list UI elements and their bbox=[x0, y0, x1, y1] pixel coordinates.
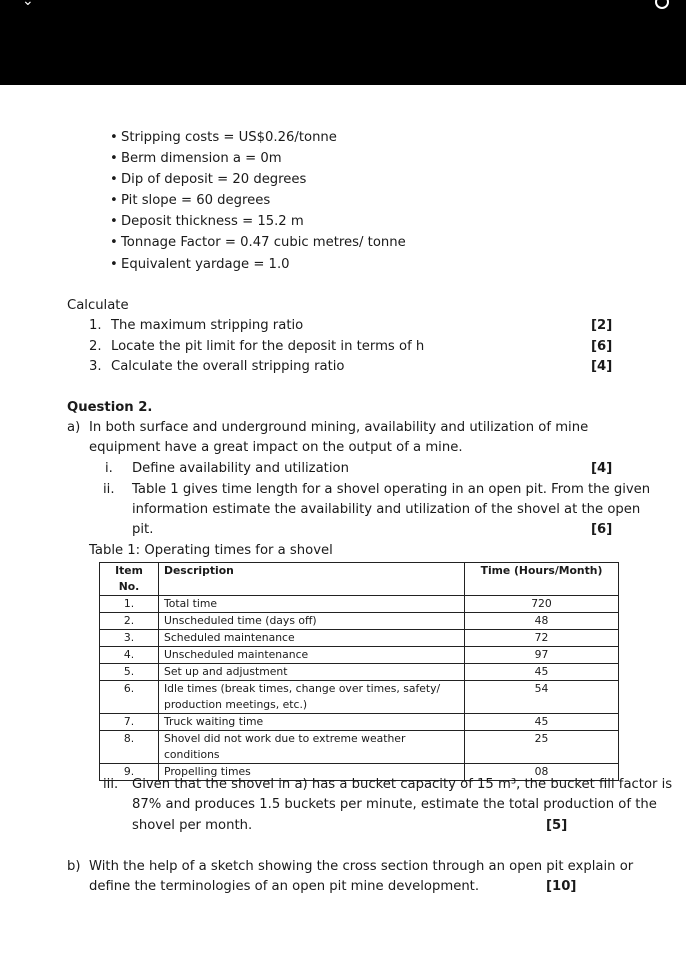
row-time: 45 bbox=[465, 664, 619, 681]
header-item-no: Item No. bbox=[100, 563, 159, 596]
header-description: Description bbox=[159, 563, 465, 596]
top-black-bar bbox=[0, 0, 686, 85]
part-iii-line-1: Given that the shovel in a) has a bucket capacity of 15 m³, the bucket fill factor is bbox=[132, 777, 673, 792]
row-description: Propelling times bbox=[159, 764, 465, 781]
row-item-no: 3. bbox=[100, 630, 159, 647]
table-row bbox=[100, 596, 619, 613]
row-item-no: 9. bbox=[100, 764, 159, 781]
row-description: Total time bbox=[159, 596, 465, 613]
bullet-dip-of-deposit: • Dip of deposit = 20 degrees bbox=[110, 172, 306, 188]
question-2-heading: Question 2. bbox=[67, 400, 153, 415]
row-item-no: 6. bbox=[100, 681, 159, 714]
bullet-stripping-costs: • Stripping costs = US$0.26/tonne bbox=[110, 130, 337, 146]
calc-item-2-number: 2. bbox=[89, 339, 102, 354]
part-iii-line-3: shovel per month. bbox=[132, 818, 253, 833]
part-b-mark: [10] bbox=[546, 879, 577, 894]
back-arrow-icon[interactable]: ⌄ bbox=[22, 0, 34, 9]
header-time: Time (Hours/Month) bbox=[465, 563, 619, 596]
row-item-no: 4. bbox=[100, 647, 159, 664]
part-i-mark: [4] bbox=[591, 461, 613, 476]
row-time: 08 bbox=[465, 764, 619, 781]
bullet-pit-slope: • Pit slope = 60 degrees bbox=[110, 193, 270, 209]
table-header-row bbox=[100, 563, 619, 596]
table-row bbox=[100, 647, 619, 664]
operating-times-table bbox=[99, 562, 619, 781]
row-description: Truck waiting time bbox=[159, 714, 465, 731]
row-item-no: 1. bbox=[100, 596, 159, 613]
row-description: Set up and adjustment bbox=[159, 664, 465, 681]
row-description: Unscheduled maintenance bbox=[159, 647, 465, 664]
bullet-equivalent-yardage: • Equivalent yardage = 1.0 bbox=[110, 257, 290, 273]
bullet-tonnage-factor: • Tonnage Factor = 0.47 cubic metres/ tonne bbox=[110, 235, 406, 251]
part-ii-mark: [6] bbox=[591, 522, 613, 537]
part-iii-number: iii. bbox=[103, 777, 119, 792]
row-time: 54 bbox=[465, 681, 619, 714]
row-time: 25 bbox=[465, 731, 619, 764]
part-iii-line-2: 87% and produces 1.5 buckets per minute, estimate the total production of the bbox=[132, 797, 657, 812]
table-row bbox=[100, 630, 619, 647]
circle-icon[interactable] bbox=[655, 0, 669, 9]
row-description: Shovel did not work due to extreme weather conditions bbox=[159, 731, 465, 764]
table-caption: Table 1: Operating times for a shovel bbox=[89, 543, 333, 558]
table-row bbox=[100, 613, 619, 630]
calculate-heading: Calculate bbox=[67, 298, 129, 313]
row-time: 72 bbox=[465, 630, 619, 647]
part-iii-mark: [5] bbox=[546, 818, 568, 833]
calc-item-2-mark: [6] bbox=[591, 339, 613, 354]
row-item-no: 5. bbox=[100, 664, 159, 681]
part-i-text: Define availability and utilization bbox=[132, 461, 349, 476]
part-a-line-2: equipment have a great impact on the output of a mine. bbox=[89, 440, 463, 455]
calc-item-3-mark: [4] bbox=[591, 359, 613, 374]
calc-item-1-mark: [2] bbox=[591, 318, 613, 333]
row-item-no: 8. bbox=[100, 731, 159, 764]
row-item-no: 2. bbox=[100, 613, 159, 630]
row-description bbox=[159, 681, 465, 714]
part-ii-line-2: information estimate the availability and utilization of the shovel at the open bbox=[132, 502, 641, 517]
part-b-line-2: define the terminologies of an open pit mine development. bbox=[89, 879, 480, 894]
row-time: 45 bbox=[465, 714, 619, 731]
part-ii-line-1: Table 1 gives time length for a shovel operating in an open pit. From the given bbox=[132, 482, 651, 497]
table-row bbox=[100, 731, 619, 764]
bullet-berm-dimension: • Berm dimension a = 0m bbox=[110, 151, 282, 167]
part-ii-number: ii. bbox=[103, 482, 115, 497]
row-time: 48 bbox=[465, 613, 619, 630]
calc-item-1-number: 1. bbox=[89, 318, 102, 333]
row-description-line-1: Idle times (break times, change over times, safety/ bbox=[164, 682, 441, 695]
part-i-number: i. bbox=[105, 461, 113, 476]
calc-item-2-text: Locate the pit limit for the deposit in terms of h bbox=[111, 339, 425, 354]
calc-item-1-text: The maximum stripping ratio bbox=[111, 318, 304, 333]
part-a-line-1: In both surface and underground mining, availability and utilization of mine bbox=[89, 420, 589, 435]
table-row bbox=[100, 714, 619, 731]
calc-item-3-number: 3. bbox=[89, 359, 102, 374]
part-a-label: a) bbox=[67, 420, 81, 435]
part-b-label: b) bbox=[67, 859, 81, 874]
part-ii-line-3: pit. bbox=[132, 522, 154, 537]
table-row bbox=[100, 664, 619, 681]
row-item-no: 7. bbox=[100, 714, 159, 731]
row-time: 97 bbox=[465, 647, 619, 664]
part-b-line-1: With the help of a sketch showing the cross section through an open pit explain or bbox=[89, 859, 634, 874]
row-description-line-2: production meetings, etc.) bbox=[164, 698, 308, 711]
row-time: 720 bbox=[465, 596, 619, 613]
calc-item-3-text: Calculate the overall stripping ratio bbox=[111, 359, 345, 374]
table-row bbox=[100, 681, 619, 714]
bullet-deposit-thickness: • Deposit thickness = 15.2 m bbox=[110, 214, 304, 230]
row-description: Scheduled maintenance bbox=[159, 630, 465, 647]
row-description: Unscheduled time (days off) bbox=[159, 613, 465, 630]
